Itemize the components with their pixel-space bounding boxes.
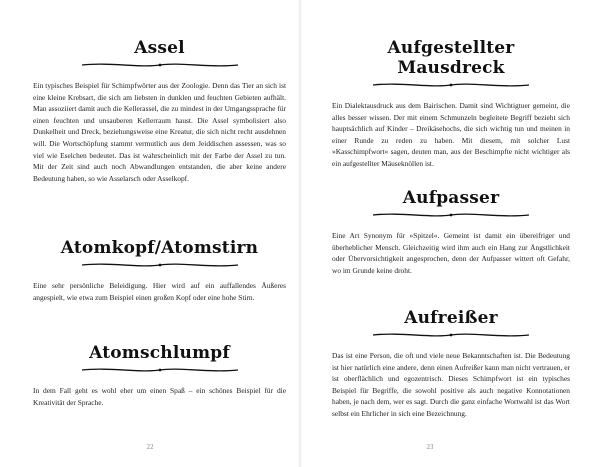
- entry-text: Eine sehr persönliche Beleidigung. Hier wird auf ein auffallendes Äußeres angespielt, wie etwa zum Beispiel einen großen Kopf oder eine hohe Stirn.: [33, 281, 286, 302]
- entry-text: Ein typisches Beispiel für Schimpfwörter aus der Zoologie. Denn das Tier an sich ist eine kleine Krebsart, die sich am liebsten in dunklen und feuchten Gebieten aufhält. Man assoziiert damit auch die Kellerassel, die zu mindest in der Umgangssprache für einen feuchten und unsauberen Kellerraum haust. Die Assel symbolisiert also Dunkelheit und Dreck, beziehungsweise eine Kreatur, die sich nicht recht ausdehnen will. Die Wortschöpfung stammt vermutlich aus dem Jeiddischen assessen, was so viel wie Eselchen bedeutet. Das ist wahrscheinlich mit der Farbe der Assel zu tun. Mit der Zeit sind auch noch Abwandlungen entstanden, die aber keine andere Bedeutung haben, so wie Asselarsch oder Asselkopf.: [33, 81, 286, 183]
- entry-text: Ein Dialektausdruck aus dem Bairischen. Damit sind Wichtigtuer gemeint, die alles besser wissen. Der mit einem Schmunzeln begleitete Begriff bezieht sich hauptsächlich auf Kinder – Dreikäsehochs, die sich wichtig tun und meinen in einer Runde zu reden zu haben. Mit diesem, mit solcher Lust »Kasschimpfwort« sagen, deuten man, aus der Beschimpfte nicht wichtiger als ein aufgestellter Mäuseknöllen ist.: [332, 101, 570, 168]
- page-number: 22: [146, 443, 154, 451]
- ornament-divider-icon: [371, 80, 531, 90]
- entry-text: Das ist eine Person, die oft und viele neue Bekanntschaften ist. Die Bedeutung ist hier natürlich eine andere, denn einen Aufreißer kann man nicht vertrauen, er ist oberflächlich und egozentrisch. Dieses Schimpfwort ist ein typisches Beispiel für Begriffe, die sowohl positive als auch negative Konnotationen haben, je nach dem, wer es sagt. Durch die ganz einfache Wortwahl ist das Wort selbst ein Ehrlicher in sich eine Bezeichnung.: [332, 351, 570, 418]
- ornament-divider-icon: [371, 330, 531, 340]
- ornament-divider-icon: [80, 365, 240, 375]
- ornament-divider-icon: [371, 210, 531, 220]
- entry-title: Atomkopf/Atomstirn: [60, 238, 259, 258]
- entry-text: Eine Art Synonym für »Spitzel«. Gemeint ist damit ein übereifriger und überheblicher Mensch. Gleichzeitig wird ihm auch ein Hang zur Ängstlichkeit oder Übervorsichtigkeit angesprochen, denn der Aufpasser wittert oft Gefahr, wo im Grunde keine droht.: [332, 231, 570, 275]
- page-number: 23: [426, 443, 434, 451]
- entry-title: Aufpasser: [402, 188, 500, 208]
- entry-assel: [33, 38, 286, 184]
- entry-title: Aufreißer: [404, 308, 498, 328]
- entry-title: Atomschlumpf: [89, 343, 230, 363]
- ornament-divider-icon: [80, 260, 240, 270]
- entry-atomkopf: [33, 238, 286, 303]
- entry-atomschlumpf: [33, 343, 286, 408]
- entry-aufreisser: [332, 308, 570, 420]
- ornament-divider-icon: [80, 60, 240, 70]
- entry-title: Assel: [134, 38, 185, 58]
- entry-aufgestellter-mausdreck: [332, 38, 570, 170]
- right-page: [300, 0, 600, 467]
- entry-text: In dem Fall geht es wohl eher um einen Spaß – ein schönes Beispiel für die Kreativität der Sprache.: [33, 386, 286, 407]
- entry-aufpasser: [332, 188, 570, 276]
- entry-title: Aufgestellter Mausdreck: [387, 38, 515, 78]
